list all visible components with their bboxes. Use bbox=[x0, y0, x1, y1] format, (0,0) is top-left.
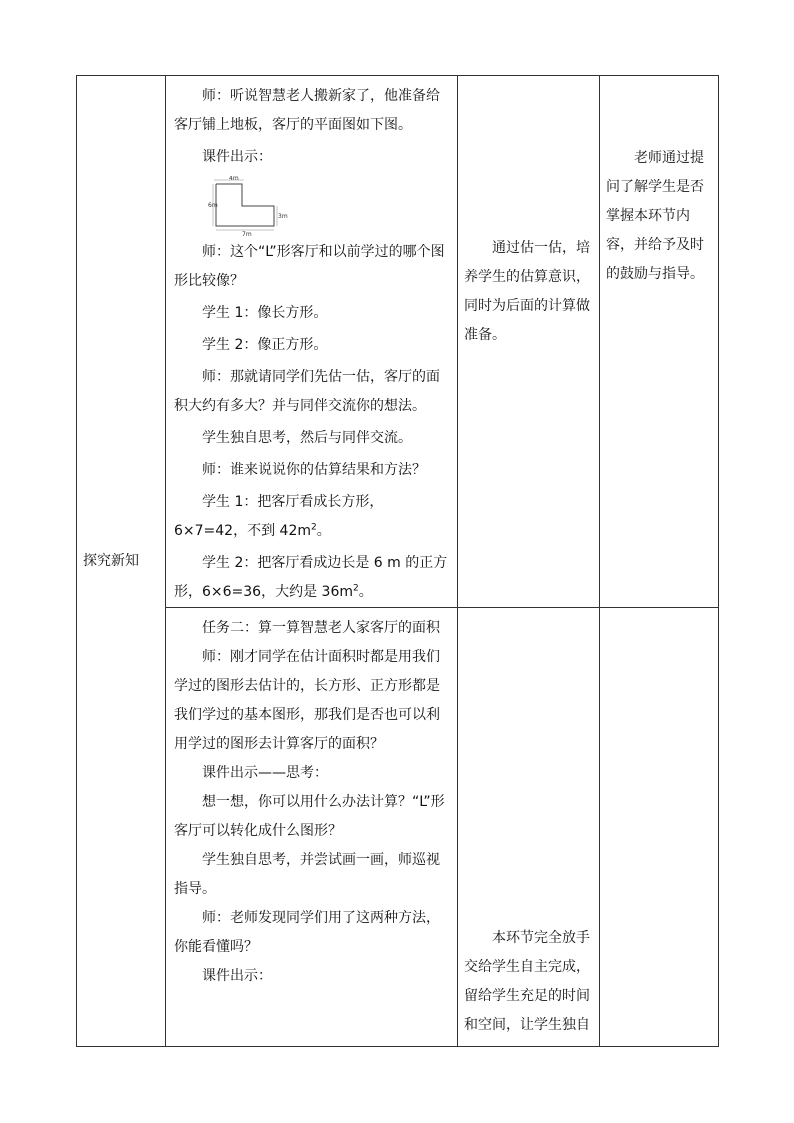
teaching-process-cell bbox=[166, 608, 458, 1047]
paragraph: 师：刚才同学在估计面积时都是用我们学过的图形去估计的，长方形、正方形都是我们学过的基本图形，那我们是否也可以利用学过的图形去计算客厅的面积？ bbox=[174, 649, 440, 752]
paragraph: 师：谁来说说你的估算结果和方法？ bbox=[202, 462, 426, 478]
design-intent-cell bbox=[458, 76, 600, 608]
text-span: 学生 2：把客厅看成边长是 6 m 的正方形，6×6=36，大约是 36m bbox=[174, 555, 448, 600]
text-span: 。 bbox=[316, 523, 331, 539]
text-span: 学生 1：把客厅看成长方形，6×7=42，不到 42m bbox=[174, 494, 384, 539]
design-intent-text: 本环节完全放手交给学生自主完成，留给学生充足的时间和空间，让学生独自 bbox=[464, 930, 590, 1033]
figure-label-top: 4m bbox=[229, 176, 239, 182]
paragraph: 师：听说智慧老人搬新家了，他准备给客厅铺上地板，客厅的平面图如下图。 bbox=[174, 88, 440, 133]
paragraph: 师：那就请同学们先估一估，客厅的面积大约有多大？并与同伴交流你的想法。 bbox=[174, 369, 440, 414]
lesson-plan-table bbox=[76, 75, 719, 1047]
paragraph: 学生独自思考，然后与同伴交流。 bbox=[202, 430, 412, 446]
paragraph bbox=[174, 549, 451, 607]
paragraph: 课件出示： bbox=[202, 149, 272, 165]
design-intent-cell bbox=[458, 608, 600, 1047]
design-intent-text: 通过估一估，培养学生的估算意识，同时为后面的计算做准备。 bbox=[464, 240, 590, 343]
paragraph: 课件出示——思考： bbox=[202, 765, 328, 781]
paragraph: 任务二：算一算智慧老人家客厅的面积 bbox=[202, 620, 440, 636]
figure-label-right: 3m bbox=[278, 213, 288, 220]
paragraph: 学生 1：像长方形。 bbox=[202, 305, 328, 321]
paragraph: 想一想，你可以用什么办法计算？“L”形客厅可以转化成什么图形？ bbox=[174, 794, 445, 839]
superscript: 2 bbox=[311, 522, 317, 533]
teaching-process-cell bbox=[166, 76, 458, 608]
table-row bbox=[77, 76, 719, 608]
figure-label-bottom: 7m bbox=[242, 231, 252, 236]
table-row bbox=[77, 608, 719, 1047]
paragraph: 学生 2：像正方形。 bbox=[202, 337, 328, 353]
superscript: 2 bbox=[353, 583, 359, 594]
paragraph: 学生独自思考，并尝试画一画，师巡视指导。 bbox=[174, 852, 440, 897]
paragraph: 师：这个“L”形客厅和以前学过的哪个图形比较像？ bbox=[174, 244, 445, 289]
teacher-note-text: 老师通过提问了解学生是否掌握本环节内容，并给予及时的鼓励与指导。 bbox=[606, 150, 704, 282]
l-shaped-room-figure bbox=[208, 176, 288, 236]
section-label: 探究新知 bbox=[77, 76, 166, 1047]
paragraph bbox=[174, 488, 451, 546]
figure-label-left: 6m bbox=[208, 202, 218, 209]
teacher-note-cell bbox=[600, 608, 719, 1047]
text-span: 。 bbox=[358, 584, 373, 600]
paragraph: 课件出示： bbox=[202, 968, 272, 984]
paragraph: 师：老师发现同学们用了这两种方法，你能看懂吗？ bbox=[174, 910, 440, 955]
teacher-note-cell bbox=[600, 76, 719, 608]
